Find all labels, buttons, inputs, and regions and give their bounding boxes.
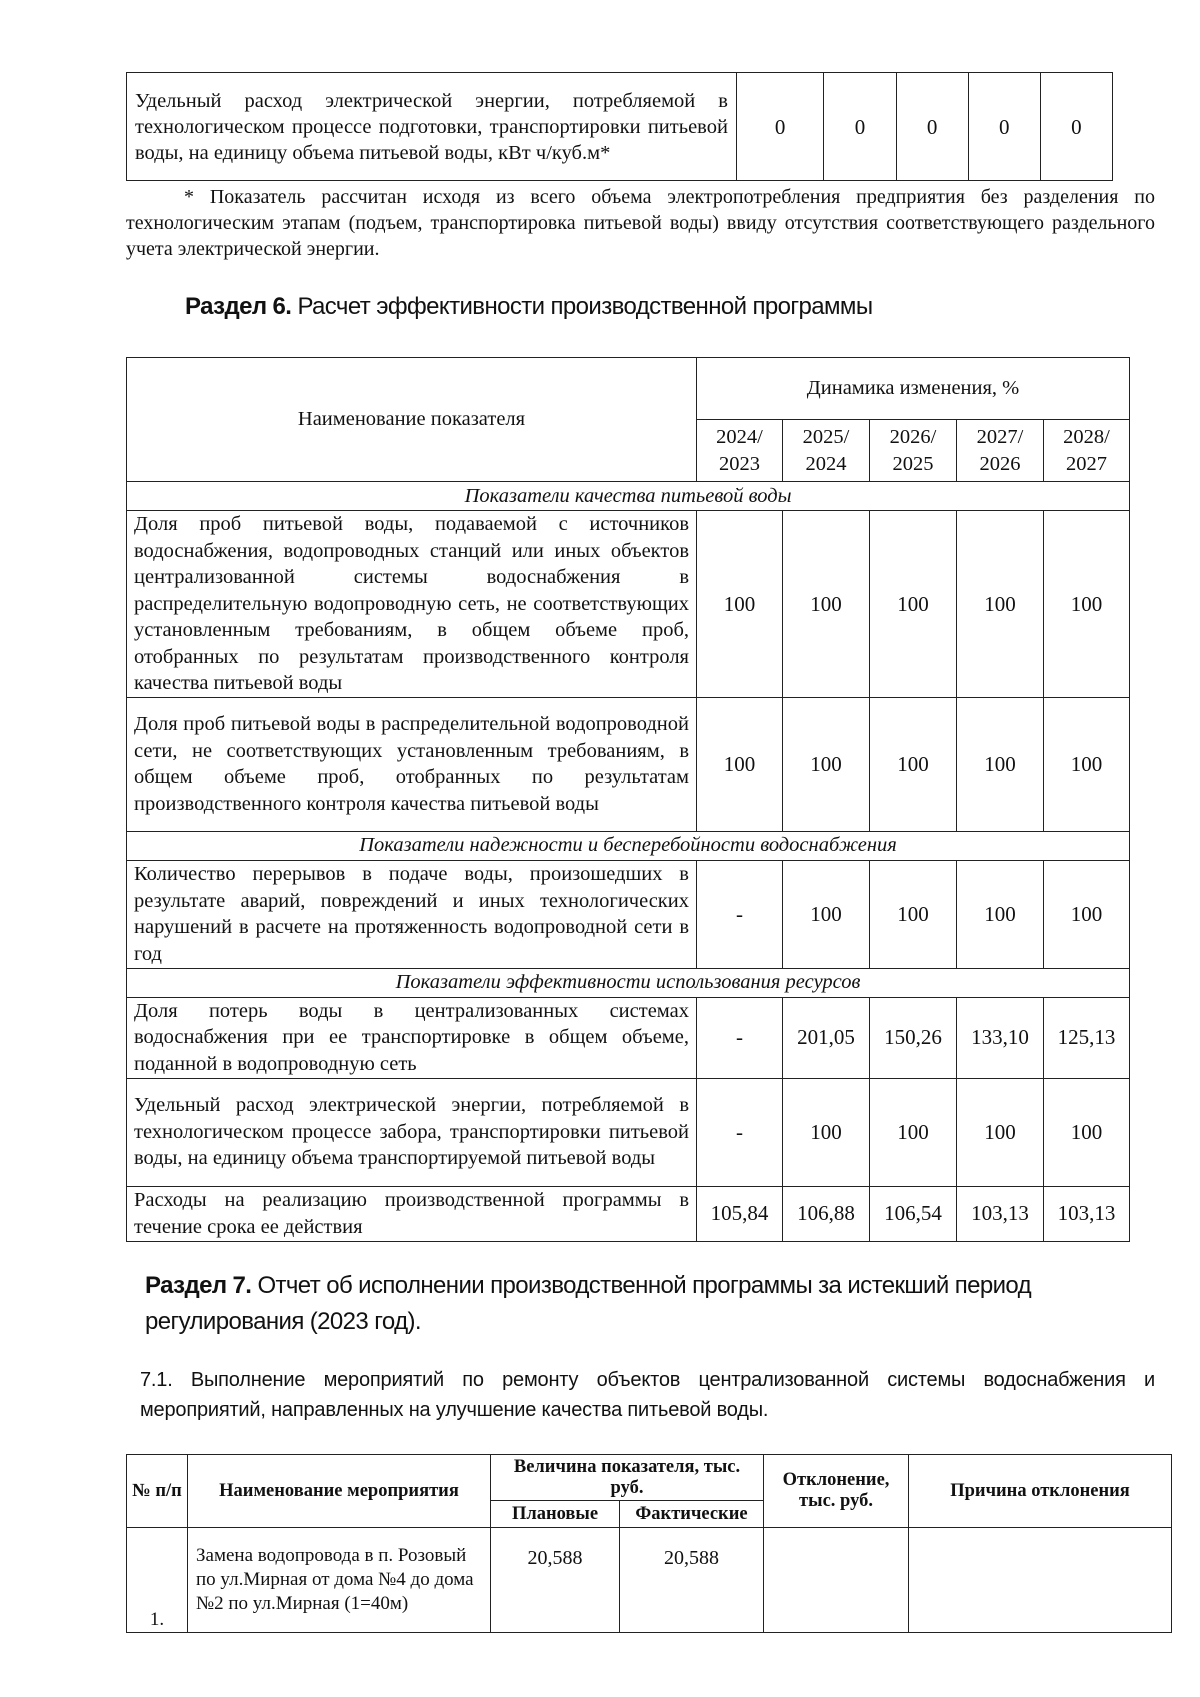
indicator-label: Доля проб питьевой воды, подаваемой с источников водоснабжения, водопроводных станций или иных объектов централизованной системы водоснабжения в распределительную водопроводную сеть, не соответствующих установленным требованиям, в общем объеме проб, отобранных по результатам производственного контроля качества питьевой воды: [127, 511, 697, 698]
indicator-label: Расходы на реализацию производственной программы в течение срока ее действия: [127, 1186, 697, 1241]
section-7-heading: [145, 1268, 1155, 1340]
indicator-label: Количество перерывов в подаче воды, произошедших в результате аварий, повреждений и иных технологических нарушений в расчете на протяженность водопроводной сети в год: [127, 860, 697, 968]
table-row: [127, 1186, 1130, 1241]
plan-value: 20,588: [491, 1528, 620, 1633]
table-row: [127, 997, 1130, 1078]
value-cell: 100: [957, 697, 1044, 831]
value-cell: 0: [1040, 73, 1112, 181]
group-row: [127, 968, 1130, 997]
column-header-name: Наименование показателя: [127, 358, 697, 482]
value-cell: 201,05: [783, 997, 870, 1078]
value-cell: -: [697, 860, 783, 968]
period-header: 2027/ 2026: [957, 420, 1044, 482]
value-cell: 100: [870, 1078, 957, 1186]
work-name: Замена водопровода в п. Розовый по ул.Мирная от дома №4 до дома №2 по ул.Мирная (1=40м): [188, 1528, 491, 1633]
table-header-row: [127, 358, 1130, 420]
value-cell: 106,88: [783, 1186, 870, 1241]
value-cell: 150,26: [870, 997, 957, 1078]
table-header-row: [127, 1455, 1172, 1501]
value-cell: 0: [896, 73, 968, 181]
value-cell: 100: [957, 511, 1044, 698]
header-reason: Причина отклонения: [909, 1455, 1172, 1528]
value-cell: 100: [783, 697, 870, 831]
header-num: № п/п: [127, 1455, 188, 1528]
group-title: Показатели качества питьевой воды: [127, 482, 1130, 511]
table-row: [127, 511, 1130, 698]
table-row: [127, 860, 1130, 968]
period-header: 2024/ 2023: [697, 420, 783, 482]
header-name: Наименование мероприятия: [188, 1455, 491, 1528]
header-deviation: Отклонение, тыс. руб.: [764, 1455, 909, 1528]
footnote-text: * Показатель рассчитан исходя из всего объема электропотребления предприятия без разделения по технологическим этапам (подъем, транспортировка питьевой воды) ввиду отсутствия соответствующего раздельного учета электрической энергии.: [126, 186, 1155, 260]
value-cell: 100: [870, 860, 957, 968]
paragraph-7-1: 7.1. Выполнение мероприятий по ремонту объектов централизованной системы водоснабжения и мероприятий, направленных на улучшение качества питьевой воды.: [140, 1369, 1155, 1421]
header-value: Величина показателя, тыс. руб.: [491, 1455, 764, 1501]
indicator-label: Удельный расход электрической энергии, потребляемой в технологическом процессе подготовки, транспортировки питьевой воды, на единицу объема питьевой воды, кВт ч/куб.м*: [127, 73, 737, 181]
efficiency-table: [126, 357, 1130, 1242]
group-title: Показатели надежности и бесперебойности водоснабжения: [127, 831, 1130, 860]
section-7-number: Раздел 7.: [145, 1272, 252, 1299]
value-cell: 100: [1044, 860, 1130, 968]
group-title: Показатели эффективности использования ресурсов: [127, 968, 1130, 997]
footnote: [126, 184, 1155, 262]
indicator-label: Удельный расход электрической энергии, потребляемой в технологическом процессе забора, транспортировки питьевой воды, на единицу объема транспортируемой питьевой воды: [127, 1078, 697, 1186]
indicator-label: Доля проб питьевой воды в распределительной водопроводной сети, не соответствующих установленным требованиям, в общем объеме проб, отобранных по результатам производственного контроля качества питьевой воды: [127, 697, 697, 831]
period-header: 2028/ 2027: [1044, 420, 1130, 482]
value-cell: 100: [1044, 511, 1130, 698]
section-6-heading: [185, 293, 872, 321]
value-cell: 0: [968, 73, 1040, 181]
section-6-number: Раздел 6.: [185, 293, 292, 320]
value-cell: 100: [957, 1078, 1044, 1186]
value-cell: 100: [870, 697, 957, 831]
value-cell: 125,13: [1044, 997, 1130, 1078]
value-cell: 103,13: [957, 1186, 1044, 1241]
value-cell: 0: [824, 73, 896, 181]
deviation-reason: [909, 1528, 1172, 1633]
period-header: 2025/ 2024: [783, 420, 870, 482]
row-num: 1.: [127, 1528, 188, 1633]
value-cell: -: [697, 1078, 783, 1186]
value-cell: 0: [736, 73, 823, 181]
table-row: [127, 1528, 1172, 1633]
value-cell: 100: [783, 860, 870, 968]
value-cell: 100: [1044, 1078, 1130, 1186]
section-7-title: Отчет об исполнении производственной программы за истекший период регулирования (2023 год).: [145, 1272, 1032, 1335]
value-cell: -: [697, 997, 783, 1078]
value-cell: 100: [783, 511, 870, 698]
period-header: 2026/ 2025: [870, 420, 957, 482]
top-table: [126, 72, 1113, 181]
column-header-dynamics: Динамика изменения, %: [697, 358, 1130, 420]
table-row: [127, 73, 1113, 181]
deviation-value: [764, 1528, 909, 1633]
value-cell: 100: [1044, 697, 1130, 831]
works-table: [126, 1454, 1172, 1633]
value-cell: 100: [697, 697, 783, 831]
value-cell: 133,10: [957, 997, 1044, 1078]
fact-value: 20,588: [620, 1528, 764, 1633]
value-cell: 105,84: [697, 1186, 783, 1241]
group-row: [127, 831, 1130, 860]
table-row: [127, 1078, 1130, 1186]
value-cell: 100: [957, 860, 1044, 968]
indicator-label: Доля потерь воды в централизованных системах водоснабжения при ее транспортировке в общем объеме, поданной в водопроводную сеть: [127, 997, 697, 1078]
header-plan: Плановые: [491, 1501, 620, 1528]
header-fact: Фактические: [620, 1501, 764, 1528]
value-cell: 100: [870, 511, 957, 698]
value-cell: 106,54: [870, 1186, 957, 1241]
section-6-title: Расчет эффективности производственной программы: [291, 293, 873, 320]
value-cell: 103,13: [1044, 1186, 1130, 1241]
table-row: [127, 697, 1130, 831]
group-row: [127, 482, 1130, 511]
value-cell: 100: [697, 511, 783, 698]
value-cell: 100: [783, 1078, 870, 1186]
